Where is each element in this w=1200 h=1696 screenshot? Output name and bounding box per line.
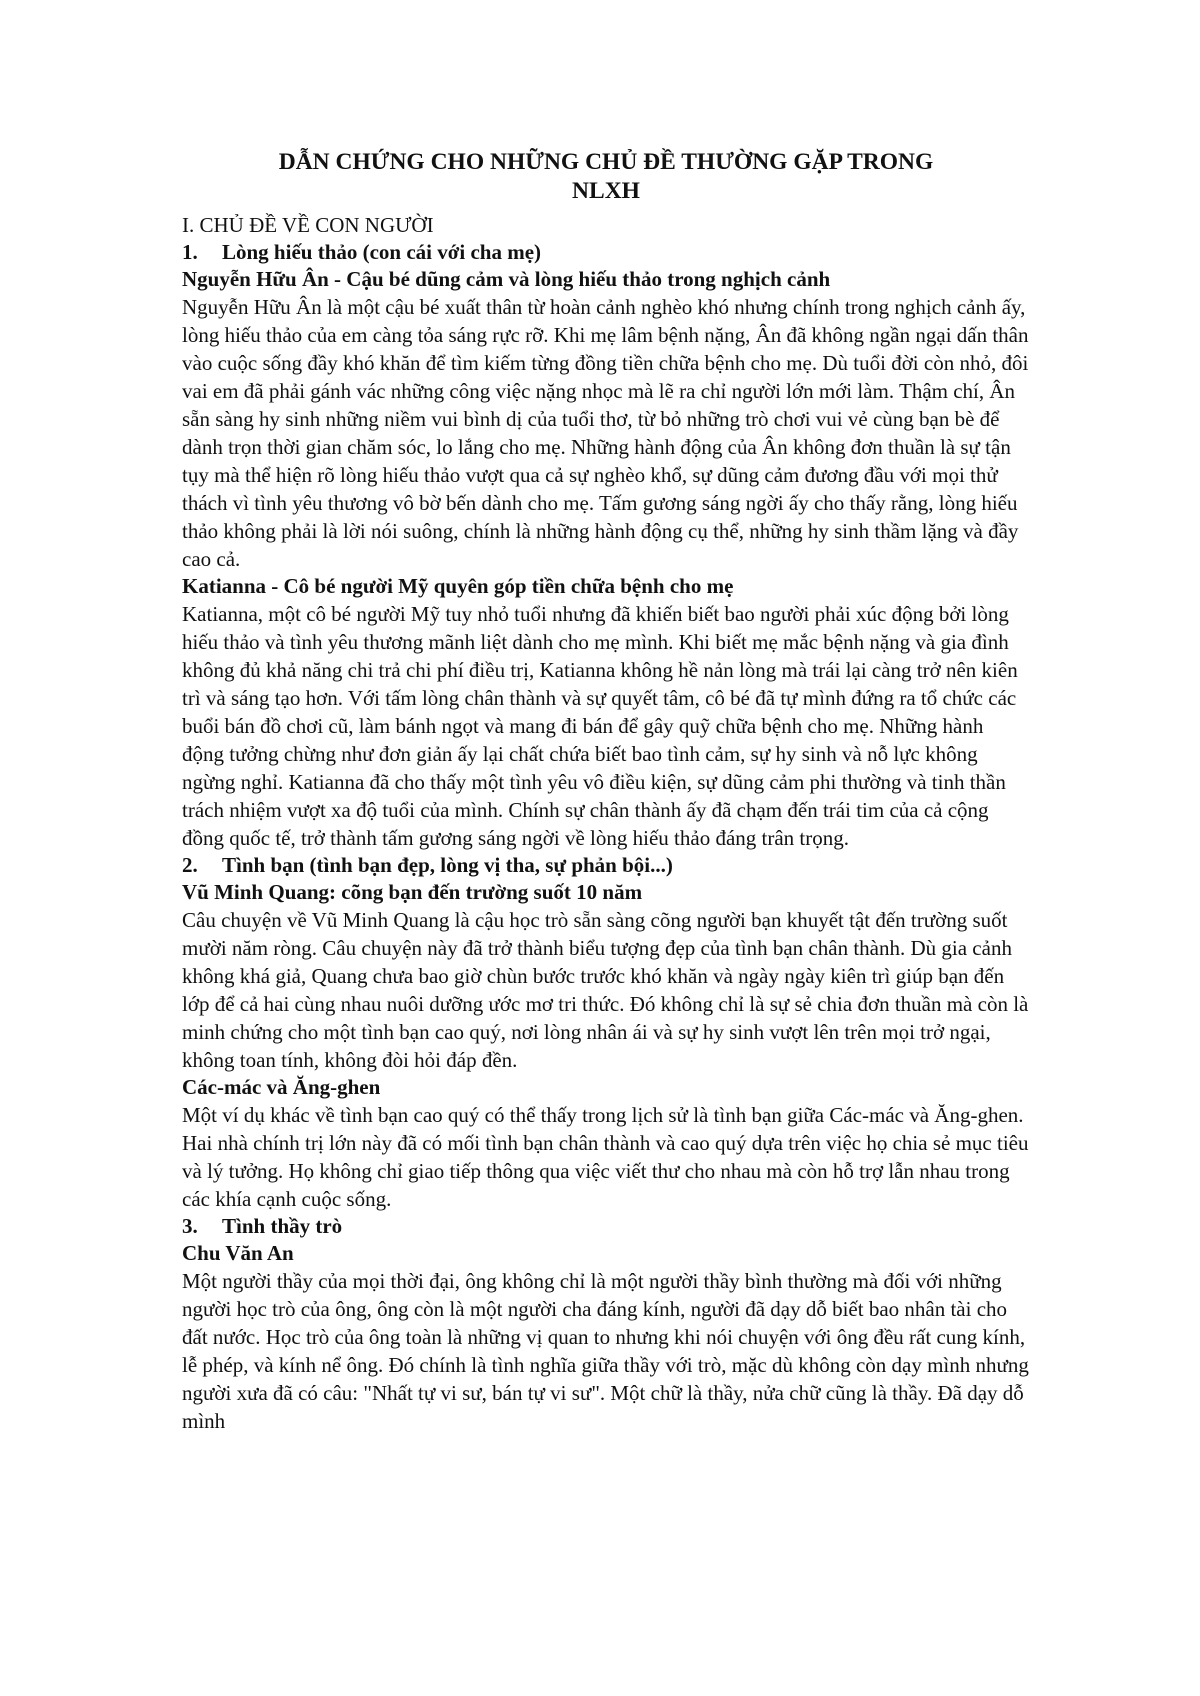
topic-title: Tình bạn (tình bạn đẹp, lòng vị tha, sự phản bội...) [222, 853, 673, 877]
example-body: Katianna, một cô bé người Mỹ tuy nhỏ tuổi nhưng đã khiến biết bao người phải xúc động bởi lòng hiếu thảo và tình yêu thương mãnh liệt dành cho mẹ mình. Khi biết mẹ mắc bệnh nặng và gia đình không đủ khả năng chi trả chi phí điều trị, Katianna không hề nản lòng mà trái lại càng trở nên kiên trì và sáng tạo hơn. Với tấm lòng chân thành và sự quyết tâm, cô bé đã tự mình đứng ra tổ chức các buổi bán đồ chơi cũ, làm bánh ngọt và mang đi bán để gây quỹ chữa bệnh cho mẹ. Những hành động tưởng chừng như đơn giản ấy lại chất chứa biết bao tình cảm, sự hy sinh và nỗ lực không ngừng nghỉ. Katianna đã cho thấy một tình yêu vô điều kiện, sự dũng cảm phi thường và tinh thần trách nhiệm vượt xa độ tuổi của mình. Chính sự chân thành ấy đã chạm đến trái tim của cả cộng đồng quốc tế, trở thành tấm gương sáng ngời về lòng hiếu thảo đáng trân trọng. [182, 602, 1018, 850]
example-title: Các-mác và Ăng-ghen [182, 1075, 381, 1099]
example-title: Vũ Minh Quang: cõng bạn đến trường suốt 10 năm [182, 880, 643, 904]
topic-number: 3. [182, 1214, 198, 1238]
example-body: Một ví dụ khác về tình bạn cao quý có thể thấy trong lịch sử là tình bạn giữa Các-mác và Ăng-ghen. Hai nhà chính trị lớn này đã có mối tình bạn chân thành và cao quý dựa trên việc họ chia sẻ mục tiêu và lý tưởng. Họ không chỉ giao tiếp thông qua việc viết thư cho nhau mà còn hỗ trợ lẫn nhau trong các khía cạnh cuộc sống. [182, 1103, 1029, 1211]
document-page [182, 148, 1030, 1435]
topic-number: 1. [182, 240, 198, 264]
topic-heading-2 [182, 852, 1030, 879]
example-body: Câu chuyện về Vũ Minh Quang là cậu học trò sẵn sàng cõng người bạn khuyết tật đến trường suốt mười năm ròng. Câu chuyện này đã trở thành biểu tượng đẹp của tình bạn chân thành. Dù gia cảnh không khá giả, Quang chưa bao giờ chùn bước trước khó khăn và ngày ngày kiên trì giúp bạn đến lớp để cả hai cùng nhau nuôi dưỡng ước mơ tri thức. Đó không chỉ là sự sẻ chia đơn thuần mà còn là minh chứng cho một tình bạn cao quý, nơi lòng nhân ái và sự hy sinh vượt lên trên mọi trở ngại, không toan tính, không đòi hỏi đáp đền. [182, 908, 1029, 1072]
document-title-line-2: NLXH [572, 178, 640, 204]
topic-title: Tình thầy trò [222, 1214, 343, 1238]
example-body: Nguyễn Hữu Ân là một cậu bé xuất thân từ hoàn cảnh nghèo khó nhưng chính trong nghịch cảnh ấy, lòng hiếu thảo của em càng tỏa sáng rực rỡ. Khi mẹ lâm bệnh nặng, Ân đã không ngần ngại dấn thân vào cuộc sống đầy khó khăn để tìm kiếm từng đồng tiền chữa bệnh cho mẹ. Dù tuổi đời còn nhỏ, đôi vai em đã phải gánh vác những công việc nặng nhọc mà lẽ ra chỉ người lớn mới làm. Thậm chí, Ân sẵn sàng hy sinh những niềm vui bình dị của tuổi thơ, từ bỏ những trò chơi vui vẻ cùng bạn bè để dành trọn thời gian chăm sóc, lo lắng cho mẹ. Những hành động của Ân không đơn thuần là sự tận tụy mà thể hiện rõ lòng hiếu thảo vượt qua cả sự nghèo khổ, sự dũng cảm đương đầu với mọi thử thách vì tình yêu thương vô bờ bến dành cho mẹ. Tấm gương sáng ngời ấy cho thấy rằng, lòng hiếu thảo không phải là lời nói suông, chính là những hành động cụ thể, những hy sinh thầm lặng và đầy cao cả. [182, 295, 1029, 571]
topic-title: Lòng hiếu thảo (con cái với cha mẹ) [222, 240, 542, 264]
example-title: Katianna - Cô bé người Mỹ quyên góp tiền chữa bệnh cho mẹ [182, 574, 734, 598]
topic-number: 2. [182, 853, 198, 877]
topic-heading-3 [182, 1213, 1030, 1240]
example-title: Nguyễn Hữu Ân - Cậu bé dũng cảm và lòng hiếu thảo trong nghịch cảnh [182, 267, 831, 291]
section-heading: I. CHỦ ĐỀ VỀ CON NGƯỜI [182, 213, 434, 237]
topic-heading-1 [182, 239, 1030, 266]
example-body: Một người thầy của mọi thời đại, ông không chỉ là một người thầy bình thường mà đối với những người học trò của ông, ông còn là một người cha đáng kính, người đã dạy dỗ biết bao nhân tài cho đất nước. Học trò của ông toàn là những vị quan to nhưng khi nói chuyện với ông đều rất cung kính, lễ phép, và kính nể ông. Đó chính là tình nghĩa giữa thầy với trò, mặc dù không còn dạy mình nhưng người xưa đã có câu: "Nhất tự vi sư, bán tự vi sư". Một chữ là thầy, nửa chữ cũng là thầy. Đã dạy dỗ mình [182, 1269, 1029, 1433]
example-title: Chu Văn An [182, 1241, 294, 1265]
document-title [182, 148, 1030, 206]
document-title-line-1: DẪN CHỨNG CHO NHỮNG CHỦ ĐỀ THƯỜNG GẶP TRONG [278, 149, 934, 175]
